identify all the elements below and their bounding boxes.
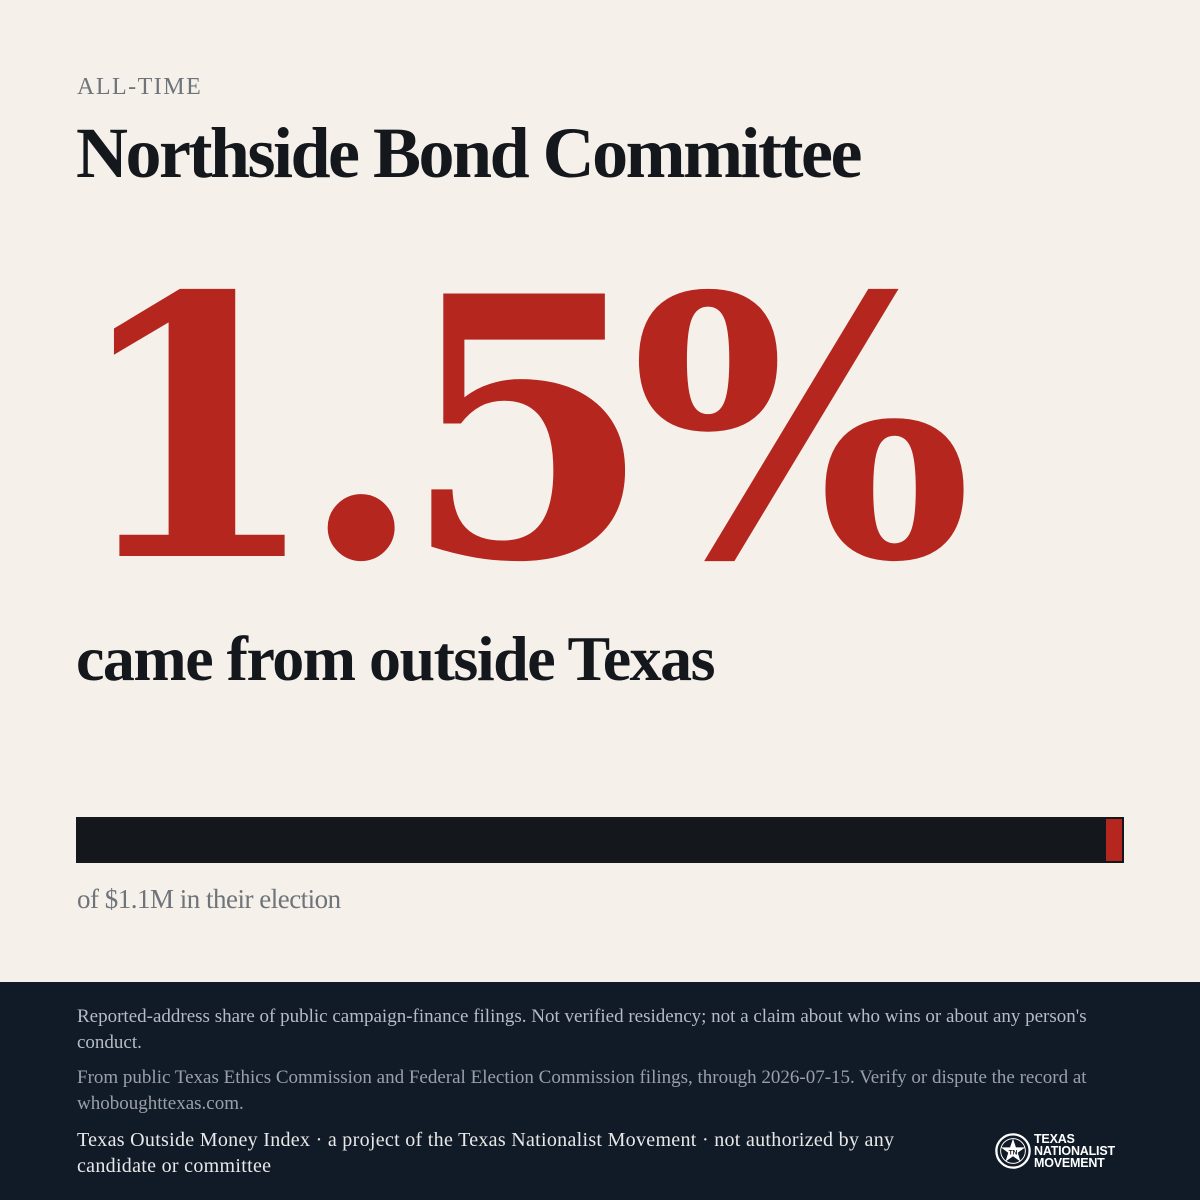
outside-share-percent: 1.5%: [70, 218, 951, 641]
svg-text:TN: TN: [1008, 1149, 1018, 1157]
outside-share-fill: [1106, 819, 1122, 861]
total-caption: of $1.1M in their election: [77, 884, 341, 914]
logo-line: TEXAS: [1034, 1132, 1075, 1146]
logo-line: NATIONALIST: [1034, 1144, 1115, 1158]
logo-line: MOVEMENT: [1034, 1156, 1105, 1170]
disclaimer-text: Reported-address share of public campaign-finance filings. Not verified residency; not a claim about who wins or about any person's conduct.: [77, 1006, 1087, 1053]
attribution-text: Texas Outside Money Index · a project of the Texas Nationalist Movement · not authorized by any candidate or committee: [77, 1129, 895, 1177]
logo-wordmark: [1034, 1133, 1115, 1169]
period-label: ALL-TIME: [77, 74, 203, 100]
share-bar: [76, 817, 1124, 863]
source-text: From public Texas Ethics Commission and Federal Election Commission filings, through 2026-07-15. Verify or dispute the record at whoboughttexas.com.: [77, 1067, 1087, 1114]
stat-description: came from outside Texas: [76, 623, 715, 694]
committee-title: Northside Bond Committee: [76, 113, 860, 193]
star-emblem-icon: [994, 1132, 1032, 1170]
tnm-logo: [994, 1132, 1134, 1174]
